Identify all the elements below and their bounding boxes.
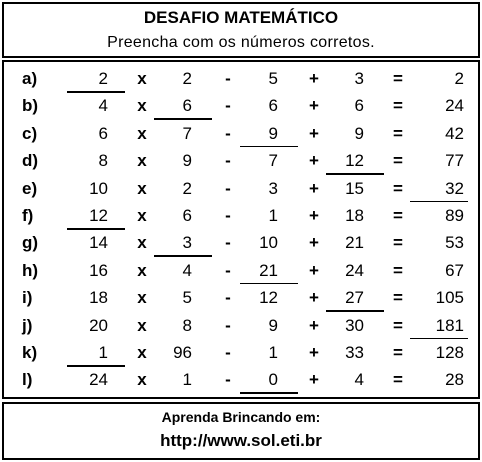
operator-symbol: - [225,206,231,225]
operator-symbol: + [309,233,319,253]
operator-symbol: = [393,370,403,390]
operator-symbol: = [393,288,403,308]
operand-4: 12 [345,151,364,171]
operand-2: 2 [182,178,192,198]
row-label: b) [22,96,39,116]
operand-3: 10 [259,233,278,253]
operand-2: 6 [182,206,192,225]
operand-5: 2 [454,69,464,88]
equation-row [4,67,482,94]
exercise-panel [2,60,480,399]
operator-symbol: - [225,96,231,116]
operand-1: 1 [98,343,108,362]
operand-3: 9 [268,123,278,143]
header-panel [2,2,480,58]
operator-symbol: = [393,151,403,171]
answer-blank-line [67,365,125,367]
operator-symbol: x [137,260,147,280]
equation-row [4,286,482,313]
operand-1: 20 [89,315,108,335]
row-label: c) [22,123,38,143]
operator-symbol: = [393,69,403,88]
operator-symbol: + [309,206,319,225]
operator-symbol: - [225,260,231,280]
answer-blank-line [240,392,298,394]
operator-symbol: + [309,69,319,88]
operator-symbol: + [309,96,319,116]
operand-1: 14 [89,233,108,253]
operand-2: 2 [182,69,192,88]
operand-4: 27 [345,288,364,308]
equation-row [4,231,482,258]
operand-5: 53 [445,233,464,253]
operand-2: 7 [182,123,192,143]
equation-row [4,314,482,341]
operator-symbol: - [225,151,231,171]
operand-5: 181 [435,315,464,335]
row-label: l) [22,370,33,390]
operator-symbol: - [225,178,231,198]
footer-link[interactable]: http://www.sol.eti.br [160,431,322,450]
operand-2: 9 [182,151,192,171]
operand-3: 5 [268,69,278,88]
answer-blank-line [326,310,384,312]
answer-blank-line [240,283,298,285]
operand-4: 6 [354,96,364,116]
row-label: j) [22,315,33,335]
operator-symbol: + [309,315,319,335]
operator-symbol: x [137,151,147,171]
answer-blank-line [154,255,212,257]
operator-symbol: = [393,96,403,116]
operand-1: 18 [89,288,108,308]
operator-symbol: - [225,343,231,362]
operand-1: 6 [98,123,108,143]
answer-blank-line [240,146,298,148]
equation-row [4,94,482,121]
operator-symbol: - [225,123,231,143]
operator-symbol: + [309,370,319,390]
row-label: i) [22,288,33,308]
answer-blank-line [326,173,384,175]
operand-5: 42 [445,123,464,143]
page-title: DESAFIO MATEMÁTICO [143,8,339,27]
answer-blank-line [67,228,125,230]
operator-symbol: - [225,370,231,390]
row-label: k) [22,343,38,362]
equation-row [4,204,482,231]
operator-symbol: x [137,178,147,198]
answer-blank-line [410,338,468,340]
operand-1: 24 [89,370,108,390]
row-label: f) [22,206,34,225]
row-label: g) [22,233,39,253]
equation-row [4,341,482,368]
operand-5: 32 [445,178,464,198]
operand-3: 9 [268,315,278,335]
operator-symbol: x [137,370,147,390]
page-subtitle: Preencha com os números corretos. [107,34,375,51]
operator-symbol: + [309,343,319,362]
operand-1: 10 [89,178,108,198]
operand-4: 24 [345,260,364,280]
operand-4: 18 [345,206,364,225]
operator-symbol: x [137,69,147,88]
operand-3: 1 [268,343,278,362]
row-label: a) [22,69,38,88]
operator-symbol: x [137,123,147,143]
operand-3: 12 [259,288,278,308]
operand-4: 30 [345,315,364,335]
footer-caption: Aprenda Brincando em: [161,409,321,425]
operand-4: 3 [354,69,364,88]
operand-2: 1 [182,370,192,390]
operand-5: 28 [445,370,464,390]
operand-1: 12 [89,206,108,225]
operator-symbol: - [225,69,231,88]
operand-3: 21 [259,260,278,280]
operator-symbol: x [137,206,147,225]
operand-2: 3 [182,233,192,253]
operator-symbol: = [393,315,403,335]
operator-symbol: + [309,260,319,280]
operand-3: 3 [268,178,278,198]
operand-5: 105 [435,288,464,308]
operator-symbol: = [393,343,403,362]
operator-symbol: - [225,233,231,253]
answer-blank-line [410,201,468,203]
operand-2: 6 [182,96,192,116]
operand-4: 4 [354,370,364,390]
operand-1: 4 [98,96,108,116]
operand-4: 21 [345,233,364,253]
equation-row [4,149,482,176]
operator-symbol: x [137,288,147,308]
operand-3: 1 [268,206,278,225]
operand-2: 8 [182,315,192,335]
operand-2: 4 [182,260,192,280]
operator-symbol: - [225,288,231,308]
operator-symbol: x [137,315,147,335]
operator-symbol: x [137,96,147,116]
operand-3: 7 [268,151,278,171]
operand-4: 33 [345,343,364,362]
equation-row [4,368,482,395]
operator-symbol: x [137,233,147,253]
equation-row [4,177,482,204]
operator-symbol: + [309,178,319,198]
operand-3: 0 [268,370,278,390]
answer-blank-line [67,91,125,93]
row-label: h) [22,260,39,280]
operand-5: 77 [445,151,464,171]
equation-row [4,259,482,286]
row-label: d) [22,151,39,171]
operand-3: 6 [268,96,278,116]
operator-symbol: = [393,206,403,225]
operator-symbol: + [309,123,319,143]
operand-1: 8 [98,151,108,171]
operand-2: 96 [173,343,192,362]
operator-symbol: = [393,123,403,143]
operand-5: 67 [445,260,464,280]
operand-4: 9 [354,123,364,143]
answer-blank-line [154,118,212,120]
row-label: e) [22,178,38,198]
operator-symbol: = [393,260,403,280]
operator-symbol: = [393,178,403,198]
footer-panel [2,402,480,460]
operand-5: 128 [435,343,464,362]
operand-1: 16 [89,260,108,280]
operator-symbol: = [393,233,403,253]
operand-5: 89 [445,206,464,225]
operand-1: 2 [98,69,108,88]
operator-symbol: - [225,315,231,335]
operator-symbol: + [309,151,319,171]
operand-2: 5 [182,288,192,308]
operand-4: 15 [345,178,364,198]
operand-5: 24 [445,96,464,116]
operator-symbol: x [137,343,147,362]
equation-row [4,122,482,149]
operator-symbol: + [309,288,319,308]
